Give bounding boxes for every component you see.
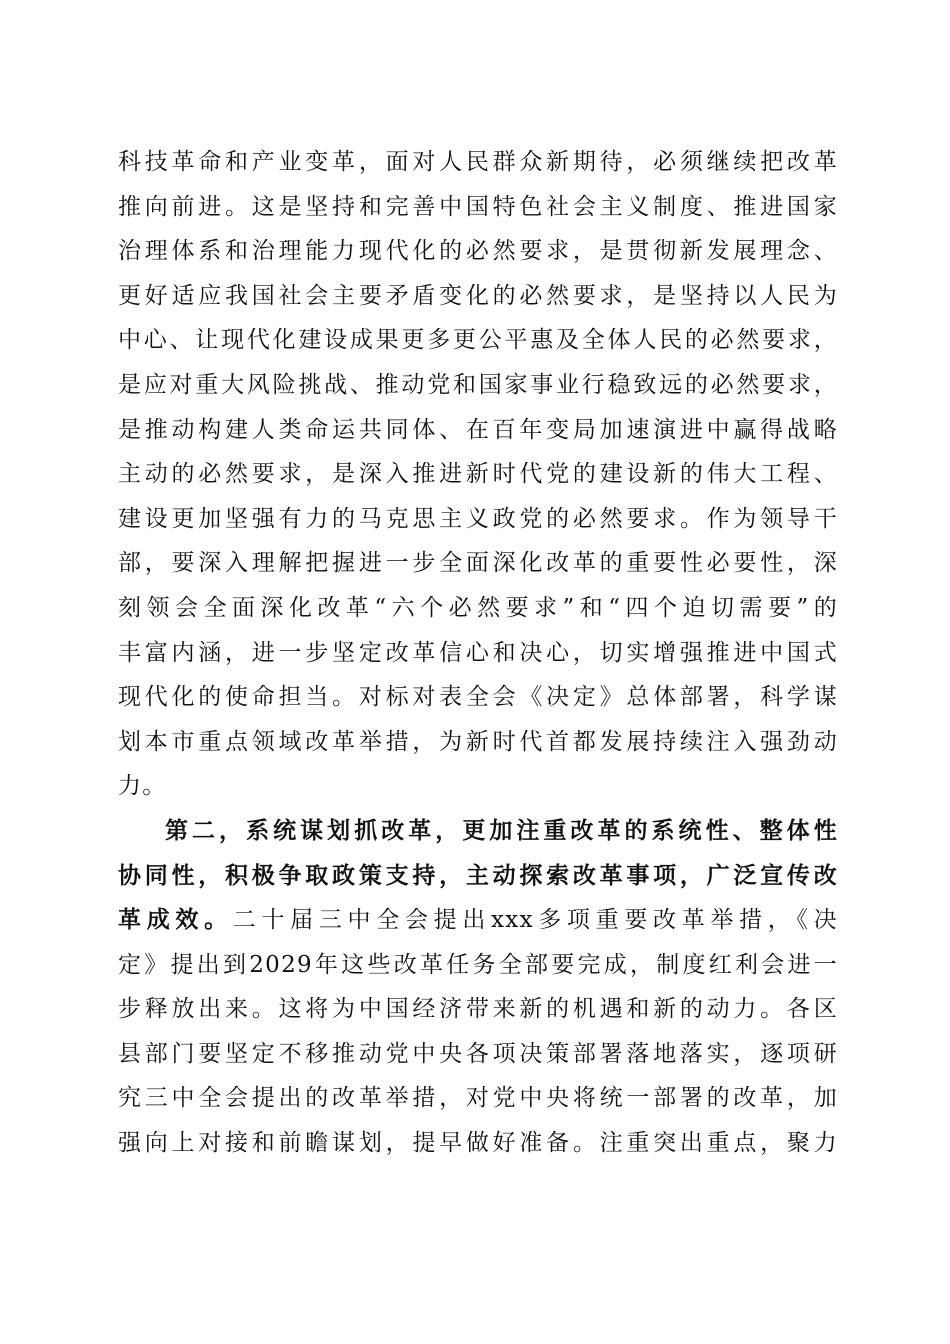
text-line: 刻领会全面深化改革“六个必然要求”和“四个迫切需要”的 (118, 594, 838, 621)
text-line: 科技革命和产业变革，面对人民群众新期待，必须继续把改革 (118, 149, 838, 175)
text-line: 划本市重点领域改革举措，为新时代首都发展持续注入强劲动 (118, 728, 838, 755)
text-line: 丰富内涵，进一步坚定改革信心和决心，切实增强推进中国式 (118, 639, 838, 666)
text-line: 中心、让现代化建设成果更多更公平惠及全体人民的必然要求， (118, 327, 838, 354)
normal-run: 二十届三中全会提出xxx多项重要改革举措，《决 (232, 907, 838, 934)
text-line: 主动的必然要求，是深入推进新时代党的建设新的伟大工程、 (118, 461, 838, 488)
paragraph-1 (118, 140, 838, 809)
text-line: 部，要深入理解把握进一步全面深化改革的重要性必要性，深 (118, 550, 838, 577)
bold-text-line: 协同性，积极争取政策支持，主动探索改革事项，广泛宣传改 (118, 861, 838, 889)
text-line: 现代化的使命担当。对标对表全会《决定》总体部署，科学谋 (118, 684, 838, 711)
text-line: 强向上对接和前瞻谋划，提早做好准备。注重突出重点，聚力 (118, 1130, 838, 1157)
document-body (118, 140, 838, 1166)
text-line: 是应对重大风险挑战、推动党和国家事业行稳致远的必然要求， (118, 371, 838, 398)
text-line: 推向前进。这是坚持和完善中国特色社会主义制度、推进国家 (118, 193, 838, 220)
bold-run: 革成效。 (118, 906, 233, 934)
text-line: 更好适应我国社会主要矛盾变化的必然要求，是坚持以人民为 (118, 282, 838, 309)
bold-text-line: 第二，系统谋划抓改革，更加注重改革的系统性、整体性 (165, 816, 838, 844)
text-line: 建设更加坚强有力的马克思主义政党的必然要求。作为领导干 (118, 505, 838, 532)
text-line: 县部门要坚定不移推动党中央各项决策部署落地落实，逐项研 (118, 1040, 838, 1067)
text-line: 步释放出来。这将为中国经济带来新的机遇和新的动力。各区 (118, 996, 838, 1023)
mixed-text-line (118, 898, 838, 943)
text-line: 定》提出到2029年这些改革任务全部要完成，制度红利会进一 (118, 951, 838, 978)
text-line: 力。 (118, 773, 167, 800)
paragraph-2 (118, 809, 838, 1166)
text-line: 是推动构建人类命运共同体、在百年变局加速演进中赢得战略 (118, 416, 838, 443)
text-line: 究三中全会提出的改革举措，对党中央将统一部署的改革，加 (118, 1085, 838, 1112)
text-line: 治理体系和治理能力现代化的必然要求，是贯彻新发展理念、 (118, 238, 838, 265)
